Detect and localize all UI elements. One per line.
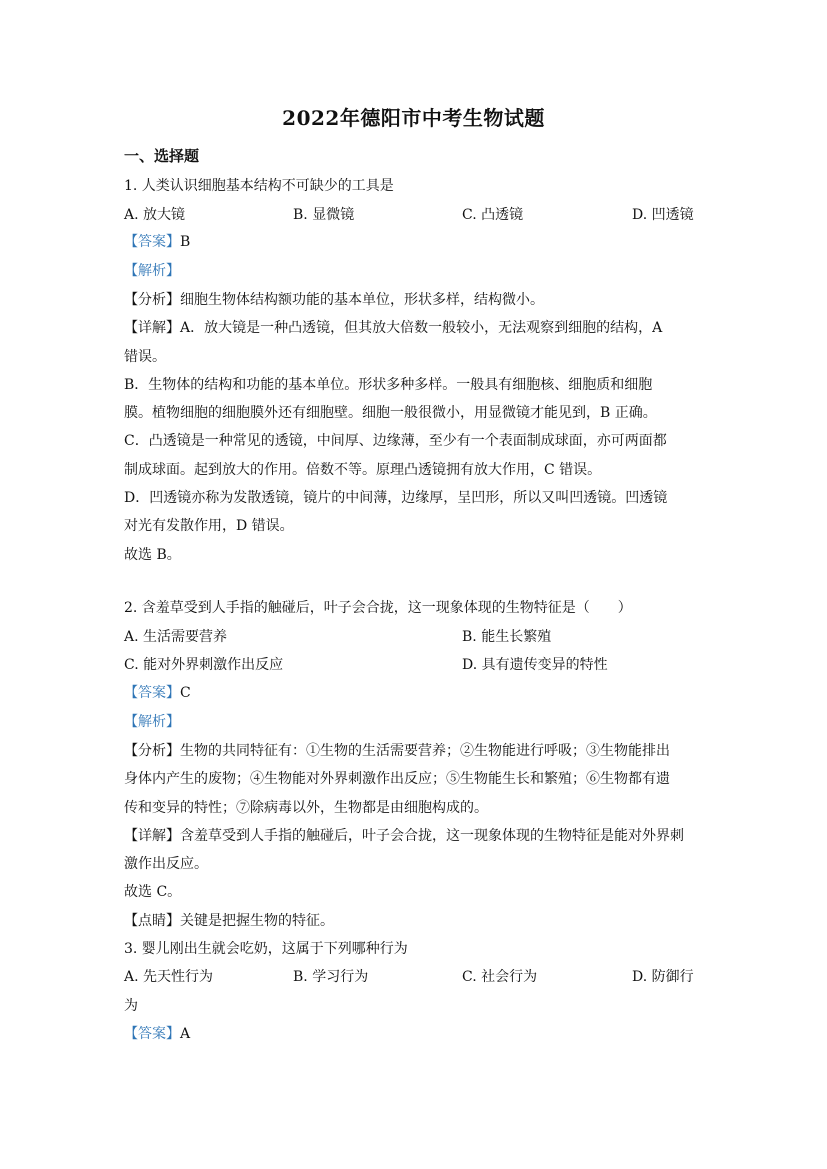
q1-option-c: C. 凸透镜 — [462, 207, 524, 223]
dianjing-tag: 【点睛】 — [124, 913, 180, 929]
q2-option-d: D. 具有遗传变异的特性 — [462, 657, 608, 673]
q2-fenxi — [124, 741, 670, 761]
q1-line: C．凸透镜是一种常见的透镜，中间厚、边缘薄，至少有一个表面制成球面，亦可两面都 — [124, 433, 667, 449]
xiangjie-text: A．放大镜是一种凸透镜，但其放大倍数一般较小，无法观察到细胞的结构，A — [180, 320, 663, 336]
q2-option-b: B. 能生长繁殖 — [462, 629, 552, 645]
section-heading: 一、选择题 — [124, 147, 200, 165]
q2-answer — [124, 683, 191, 703]
xiangjie-tag: 【详解】 — [124, 828, 180, 844]
answer-tag: 【答案】 — [124, 1026, 180, 1042]
q1-option-b: B. 显微镜 — [293, 207, 355, 223]
q1-line: B．生物体的结构和功能的基本单位。形状多种多样。一般具有细胞核、细胞质和细胞 — [124, 377, 653, 393]
q3-option-b: B. 学习行为 — [293, 969, 369, 985]
q1-xiangjie — [124, 318, 662, 338]
q1-fenxi — [124, 290, 544, 310]
answer-value: A — [180, 1026, 191, 1042]
q1-line: 错误。 — [124, 349, 166, 365]
q2-xiangjie — [124, 826, 684, 846]
q3-stem: 3. 婴儿刚出生就会吃奶，这属于下列哪种行为 — [124, 941, 408, 957]
fenxi-text: 细胞生物体结构额功能的基本单位，形状多样，结构微小。 — [180, 292, 544, 308]
analysis-tag: 【解析】 — [124, 714, 180, 730]
q3-option-d: D. 防御行 — [632, 969, 694, 985]
q1-answer — [124, 232, 190, 252]
q1-stem: 1. 人类认识细胞基本结构不可缺少的工具是 — [124, 178, 394, 194]
q1-line: 对光有发散作用，D 错误。 — [124, 518, 294, 534]
q3-option-c: C. 社会行为 — [462, 969, 538, 985]
fenxi-tag: 【分析】 — [124, 743, 180, 759]
answer-tag: 【答案】 — [124, 234, 180, 250]
answer-value: C — [180, 685, 191, 701]
q3-option-d-wrap: 为 — [124, 998, 138, 1014]
xiangjie-tag: 【详解】 — [124, 320, 180, 336]
analysis-tag: 【解析】 — [124, 263, 180, 279]
fenxi-text: 生物的共同特征有：①生物的生活需要营养；②生物能进行呼吸；③生物能排出 — [180, 743, 670, 759]
dianjing-text: 关键是把握生物的特征。 — [180, 913, 334, 929]
q1-line: 制成球面。起到放大的作用。倍数不等。原理凸透镜拥有放大作用，C 错误。 — [124, 462, 602, 478]
answer-tag: 【答案】 — [124, 685, 180, 701]
q1-option-d: D. 凹透镜 — [632, 207, 694, 223]
q1-line: 膜。植物细胞的细胞膜外还有细胞壁。细胞一般很微小，用显微镜才能见到，B 正确。 — [124, 405, 657, 421]
q2-fenxi-line: 身体内产生的废物；④生物能对外界刺激作出反应；⑤生物能生长和繁殖；⑥生物都有遗 — [124, 771, 670, 787]
q2-xiangjie-line: 激作出反应。 — [124, 856, 208, 872]
q2-dianjing — [124, 911, 334, 931]
xiangjie-text: 含羞草受到人手指的触碰后，叶子会合拢，这一现象体现的生物特征是能对外界刺 — [180, 828, 684, 844]
q2-option-a: A. 生活需要营养 — [124, 629, 228, 645]
q1-analysis-heading — [124, 261, 180, 281]
q2-option-c: C. 能对外界刺激作出反应 — [124, 657, 284, 673]
fenxi-tag: 【分析】 — [124, 292, 180, 308]
q2-analysis-heading — [124, 712, 180, 732]
q2-conclusion: 故选 C。 — [124, 884, 182, 900]
q3-answer — [124, 1024, 190, 1044]
page-title: 2022年德阳市中考生物试题 — [282, 106, 545, 130]
q2-fenxi-line: 传和变异的特性；⑦除病毒以外，生物都是由细胞构成的。 — [124, 800, 488, 816]
q1-line: D．凹透镜亦称为发散透镜，镜片的中间薄，边缘厚，呈凹形，所以又叫凹透镜。凹透镜 — [124, 490, 668, 506]
q1-option-a: A. 放大镜 — [124, 207, 186, 223]
q1-line: 故选 B。 — [124, 547, 181, 563]
q2-stem: 2. 含羞草受到人手指的触碰后，叶子会合拢，这一现象体现的生物特征是（ ） — [124, 600, 632, 616]
answer-value: B — [180, 234, 191, 250]
q3-option-a: A. 先天性行为 — [124, 969, 214, 985]
